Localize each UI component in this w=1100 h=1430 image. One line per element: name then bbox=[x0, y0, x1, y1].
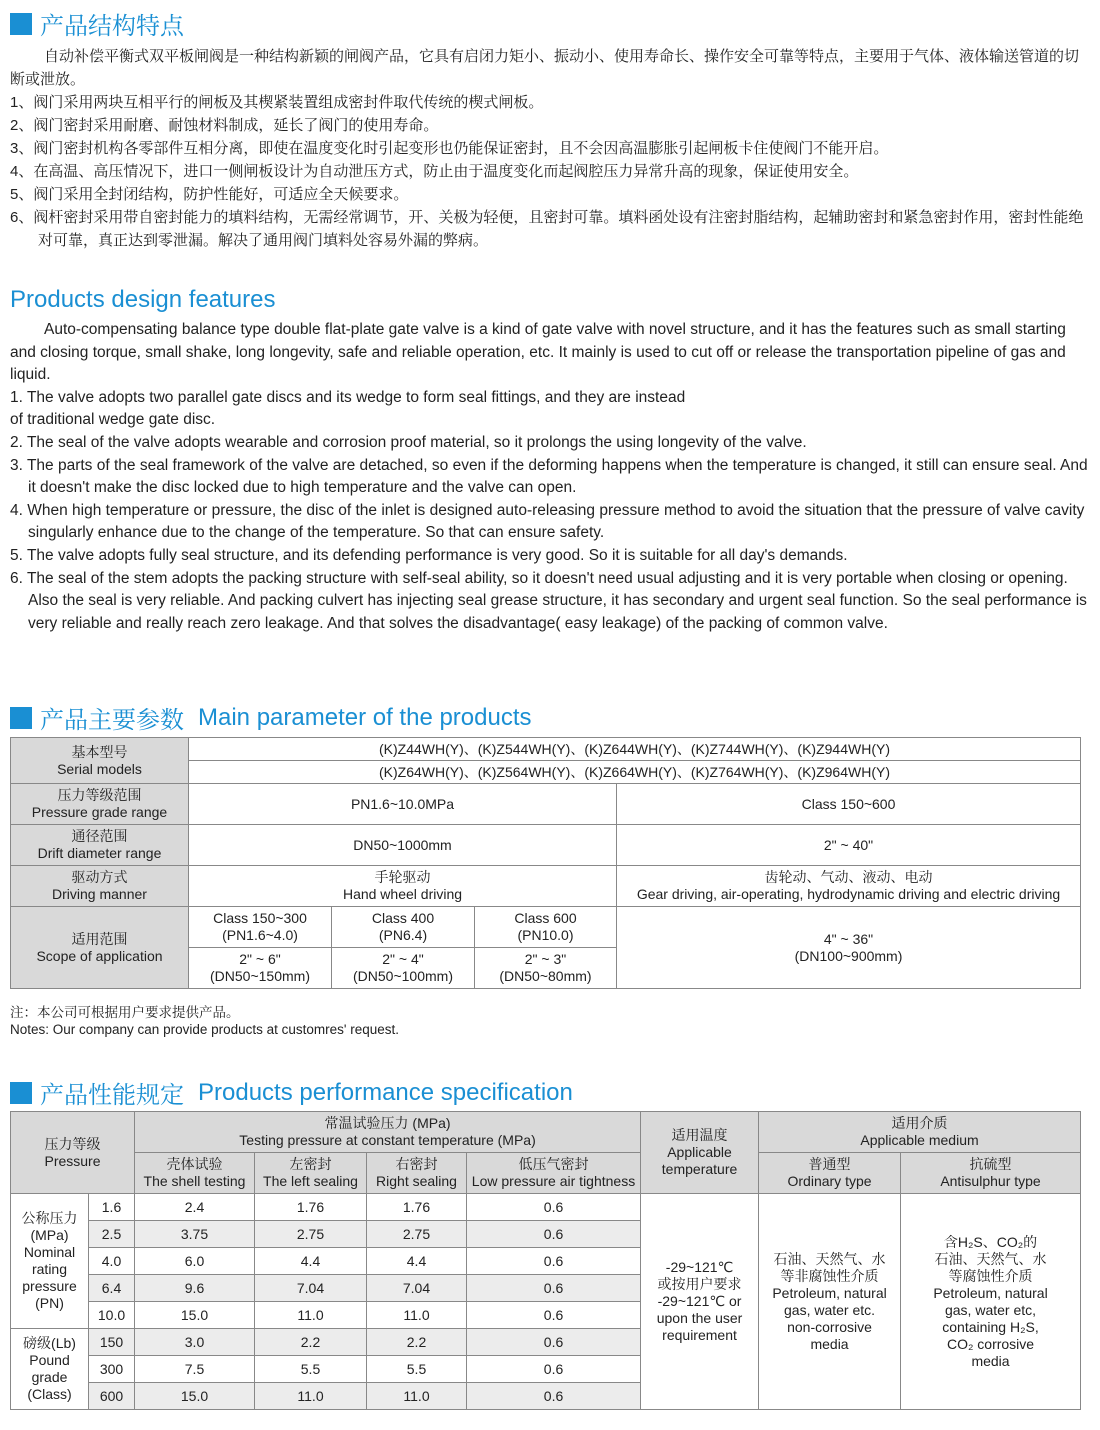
scope-class: Class 150~300 bbox=[213, 910, 307, 926]
scope-inch: 2" ~ 3" bbox=[524, 951, 567, 967]
feature-item-continuation: of traditional wedge gate disc. bbox=[10, 411, 216, 429]
right-seal-value: 4.4 bbox=[367, 1248, 467, 1275]
left-sealing-header bbox=[255, 1153, 367, 1194]
cell-line: Petroleum, natural bbox=[772, 1284, 887, 1301]
driving-other-value bbox=[617, 866, 1081, 907]
driving-manner-label bbox=[11, 866, 189, 907]
cell-line: -29~121℃ or bbox=[657, 1293, 742, 1309]
cell-line: 等非腐蚀性介质 bbox=[780, 1267, 879, 1284]
table-row-drift bbox=[11, 825, 1081, 866]
rating-value: 1.6 bbox=[89, 1194, 135, 1221]
note-cn: 注：本公司可根据用户要求提供产品。 bbox=[10, 1005, 240, 1020]
scope-size-cell bbox=[189, 948, 332, 989]
cell-line: requirement bbox=[662, 1327, 737, 1343]
left-seal-value: 5.5 bbox=[255, 1356, 367, 1383]
group-label-line: pressure bbox=[22, 1278, 77, 1294]
performance-body bbox=[11, 1194, 1081, 1410]
scope-size-cell bbox=[332, 948, 475, 989]
scope-pn: (PN6.4) bbox=[378, 927, 428, 943]
header-row-1 bbox=[11, 1112, 1081, 1153]
shell-test-value: 3.75 bbox=[135, 1221, 255, 1248]
value-cn: 手轮驱动 bbox=[374, 869, 431, 885]
feature-item: 1、阀门采用两块互相平行的闸板及其楔紧装置组成密封件取代传统的楔式闸板。 bbox=[10, 94, 544, 111]
cell-line: gas, water etc. bbox=[784, 1301, 876, 1318]
header-cn: 压力等级 bbox=[44, 1135, 101, 1152]
air-tightness-value: 0.6 bbox=[467, 1194, 641, 1221]
left-seal-value: 1.76 bbox=[255, 1194, 367, 1221]
scope-class-cell bbox=[189, 907, 332, 948]
feature-item: 4、在高温、高压情况下，进口一侧闸板设计为自动泄压方式，防止由于温度变化而起阀腔压力异常升高的现象，保证使用安全。 bbox=[10, 163, 859, 180]
scope-inch: 4" ~ 36" bbox=[823, 930, 874, 947]
drift-inch-value: 2" ~ 40" bbox=[617, 825, 1081, 866]
scope-class-cell bbox=[475, 907, 617, 948]
left-seal-value: 2.75 bbox=[255, 1221, 367, 1248]
header-en: temperature bbox=[661, 1161, 738, 1177]
shell-test-value: 15.0 bbox=[135, 1383, 255, 1410]
shell-test-value: 3.0 bbox=[135, 1329, 255, 1356]
note bbox=[10, 1004, 399, 1038]
label-cn: 基本型号 bbox=[71, 743, 128, 760]
bullet-square-icon bbox=[10, 1082, 32, 1104]
label-en: Pressure grade range bbox=[31, 804, 168, 820]
section-title-parameters bbox=[10, 700, 532, 735]
cell-line: 石油、天然气、水 bbox=[773, 1250, 886, 1267]
header-cn: 适用介质 bbox=[891, 1115, 948, 1131]
header-en: Pressure bbox=[44, 1152, 101, 1169]
header-en: Applicable medium bbox=[860, 1132, 979, 1148]
cell-line: CO₂ corrosive bbox=[946, 1335, 1035, 1352]
note-en: Notes: Our company can provide products at customres' request. bbox=[10, 1022, 400, 1037]
value-en: Gear driving, air-operating, hydrodynamic driving and electric driving bbox=[636, 886, 1061, 902]
header-cn: 右密封 bbox=[395, 1156, 438, 1172]
shell-test-value: 15.0 bbox=[135, 1302, 255, 1329]
value-en: Hand wheel driving bbox=[342, 886, 463, 902]
header-cn: 普通型 bbox=[808, 1156, 851, 1172]
header-en: The left sealing bbox=[263, 1173, 358, 1189]
header-en: Low pressure air tightness bbox=[471, 1173, 636, 1189]
group-label-line: grade bbox=[31, 1369, 68, 1385]
rating-value: 4.0 bbox=[89, 1248, 135, 1275]
air-tightness-value: 0.6 bbox=[467, 1383, 641, 1410]
cell-line: media bbox=[810, 1335, 849, 1352]
group-label-line: (PN) bbox=[35, 1295, 64, 1311]
left-seal-value: 2.2 bbox=[255, 1329, 367, 1356]
header-cn: 低压气密封 bbox=[518, 1156, 589, 1172]
main-parameter-table bbox=[10, 737, 1081, 989]
feature-item: 1. The valve adopts two parallel gate discs and its wedge to form seal fittings, and they are instead bbox=[10, 388, 686, 406]
scope-inch: 2" ~ 4" bbox=[382, 951, 424, 967]
header-en: Testing pressure at constant temperature (MPa) bbox=[239, 1132, 536, 1148]
rating-value: 150 bbox=[89, 1329, 135, 1356]
cell-line: Petroleum, natural bbox=[933, 1284, 1048, 1301]
shell-testing-header bbox=[135, 1153, 255, 1194]
bullet-square-icon bbox=[10, 707, 32, 729]
serial-models-row-2: (K)Z64WH(Y)、(K)Z564WH(Y)、(K)Z664WH(Y)、(K)Z764WH(Y)、(K)Z964WH(Y) bbox=[189, 761, 1081, 784]
feature-item: 2、阀门密封采用耐磨、耐蚀材料制成，延长了阀门的使用寿命。 bbox=[10, 117, 439, 134]
left-seal-value: 7.04 bbox=[255, 1275, 367, 1302]
right-seal-value: 5.5 bbox=[367, 1356, 467, 1383]
cell-line: gas, water etc, bbox=[944, 1301, 1037, 1318]
antisulphur-type-header bbox=[901, 1153, 1081, 1194]
header-en: Right sealing bbox=[376, 1173, 457, 1189]
right-sealing-header bbox=[367, 1153, 467, 1194]
group-label-line: Pound bbox=[29, 1352, 70, 1368]
left-seal-value: 4.4 bbox=[255, 1248, 367, 1275]
cell-line: 石油、天然气、水 bbox=[934, 1250, 1047, 1267]
scope-dn: (DN50~150mm) bbox=[210, 968, 310, 984]
table-row-pressure bbox=[11, 784, 1081, 825]
air-tightness-value: 0.6 bbox=[467, 1329, 641, 1356]
table-row-driving bbox=[11, 866, 1081, 907]
air-tightness-value: 0.6 bbox=[467, 1221, 641, 1248]
right-seal-value: 7.04 bbox=[367, 1275, 467, 1302]
label-cn: 驱动方式 bbox=[71, 869, 128, 885]
feature-item: 5、阀门采用全封闭结构，防护性能好，可适应全天候要求。 bbox=[10, 186, 409, 203]
nominal-pressure-group-label bbox=[11, 1194, 89, 1329]
header-cn: 抗硫型 bbox=[969, 1156, 1012, 1172]
group-label-line: (Class) bbox=[27, 1386, 72, 1402]
cell-line: -29~121℃ bbox=[665, 1259, 734, 1275]
section-title-structure-cn bbox=[10, 6, 184, 41]
air-tightness-value: 0.6 bbox=[467, 1248, 641, 1275]
air-tightness-value: 0.6 bbox=[467, 1275, 641, 1302]
rating-value: 2.5 bbox=[89, 1221, 135, 1248]
shell-test-value: 7.5 bbox=[135, 1356, 255, 1383]
feature-item: 6. The seal of the stem adopts the packing structure with self-seal ability, so it doesn't need usual adjusting and it is very portable when closing or opening. Also the seal is very reliable. And packing culvert has injecting seal grease structure, it has secondary and urgent seal function. So the seal performance is very reliable and really reach zero leakage. And that solves the disadvantage( easy leakage) of the packing of common valve. bbox=[10, 569, 1087, 632]
table-row bbox=[11, 1194, 1081, 1221]
header-cn: 左密封 bbox=[289, 1156, 332, 1172]
shell-test-value: 9.6 bbox=[135, 1275, 255, 1302]
header-cn: 适用温度 bbox=[671, 1127, 728, 1143]
feature-item: 3、阀门密封机构各零部件互相分离，即使在温度变化时引起变形也仍能保证密封，且不会因高温膨胀引起闸板卡住使阀门不能开启。 bbox=[10, 140, 889, 157]
label-cn: 压力等级范围 bbox=[57, 787, 142, 803]
section-title-design-en: Products design features bbox=[10, 286, 276, 313]
shell-test-value: 2.4 bbox=[135, 1194, 255, 1221]
rating-value: 10.0 bbox=[89, 1302, 135, 1329]
section-title-performance bbox=[10, 1075, 573, 1110]
heading-text-en: Products performance specification bbox=[198, 1078, 573, 1106]
label-en: Serial models bbox=[57, 760, 142, 777]
cell-line: upon the user bbox=[656, 1310, 743, 1326]
label-en: Driving manner bbox=[52, 886, 147, 902]
drift-diameter-label bbox=[11, 825, 189, 866]
shell-test-value: 6.0 bbox=[135, 1248, 255, 1275]
bullet-square-icon bbox=[10, 13, 32, 35]
right-seal-value: 2.75 bbox=[367, 1221, 467, 1248]
scope-dn: (DN50~100mm) bbox=[353, 968, 453, 984]
medium-header bbox=[759, 1112, 1081, 1153]
right-seal-value: 11.0 bbox=[367, 1302, 467, 1329]
pound-grade-group-label bbox=[11, 1329, 89, 1410]
feature-item: 2. The seal of the valve adopts wearable and corrosion proof material, so it prolongs the using longevity of the valve. bbox=[10, 433, 807, 451]
pressure-header bbox=[11, 1112, 135, 1194]
design-features-en bbox=[10, 319, 1090, 635]
header-cn: 常温试验压力 (MPa) bbox=[324, 1115, 451, 1131]
antisulphur-medium-cell bbox=[901, 1194, 1081, 1410]
cell-line: media bbox=[971, 1352, 1010, 1369]
cell-line: containing H₂S, bbox=[942, 1318, 1039, 1335]
group-label-line: rating bbox=[31, 1261, 68, 1277]
scope-pn: (PN10.0) bbox=[517, 927, 574, 943]
heading-text: 产品结构特点 bbox=[40, 13, 184, 40]
group-label-line: Nominal bbox=[23, 1244, 76, 1260]
cell-line: 等腐蚀性介质 bbox=[948, 1267, 1033, 1284]
serial-models-row-1: (K)Z44WH(Y)、(K)Z544WH(Y)、(K)Z644WH(Y)、(K)Z744WH(Y)、(K)Z944WH(Y) bbox=[189, 738, 1081, 761]
pressure-grade-label bbox=[11, 784, 189, 825]
right-seal-value: 2.2 bbox=[367, 1329, 467, 1356]
left-seal-value: 11.0 bbox=[255, 1383, 367, 1410]
serial-models-label bbox=[11, 738, 189, 784]
cell-line: non-corrosive bbox=[787, 1318, 872, 1335]
header-en: Ordinary type bbox=[787, 1173, 872, 1189]
feature-item: 5. The valve adopts fully seal structure, and its defending performance is very good. So it is suitable for all day's demands. bbox=[10, 546, 848, 564]
scope-dn: (DN50~80mm) bbox=[499, 968, 592, 984]
table-row-serial-1 bbox=[11, 738, 1081, 761]
rating-value: 6.4 bbox=[89, 1275, 135, 1302]
structure-features-cn bbox=[10, 45, 1085, 252]
ordinary-medium-cell bbox=[759, 1194, 901, 1410]
cell-line: 含H₂S、CO₂的 bbox=[943, 1233, 1038, 1250]
group-label-line: (MPa) bbox=[30, 1227, 69, 1243]
header-row-2 bbox=[11, 1153, 1081, 1194]
scope-pn: (PN1.6~4.0) bbox=[222, 927, 298, 943]
value-cn: 齿轮动、气动、液动、电动 bbox=[764, 869, 933, 885]
group-label-line: 公称压力 bbox=[21, 1210, 78, 1226]
heading-text-cn: 产品主要参数 bbox=[40, 707, 184, 734]
left-seal-value: 11.0 bbox=[255, 1302, 367, 1329]
feature-item: 4. When high temperature or pressure, the disc of the inlet is designed auto-releasing pressure method to avoid the situation that the pressure of valve cavity singularly enhance due to the change of the temperature. So that can ensure safety. bbox=[10, 501, 1085, 542]
air-tightness-value: 0.6 bbox=[467, 1302, 641, 1329]
pressure-pn-value: PN1.6~10.0MPa bbox=[189, 784, 617, 825]
heading-text-en: Main parameter of the products bbox=[198, 703, 532, 731]
scope-class-cell bbox=[332, 907, 475, 948]
right-seal-value: 1.76 bbox=[367, 1194, 467, 1221]
rating-value: 300 bbox=[89, 1356, 135, 1383]
right-seal-value: 11.0 bbox=[367, 1383, 467, 1410]
scope-class: Class 400 bbox=[371, 910, 435, 926]
header-en: The shell testing bbox=[143, 1173, 246, 1189]
header-en: Applicable bbox=[667, 1144, 732, 1160]
label-en: Drift diameter range bbox=[37, 845, 162, 861]
label-cn: 适用范围 bbox=[71, 930, 128, 947]
performance-spec-table bbox=[10, 1111, 1081, 1410]
scope-inch: 2" ~ 6" bbox=[239, 951, 281, 967]
air-tightness-header bbox=[467, 1153, 641, 1194]
scope-size-cell bbox=[475, 948, 617, 989]
label-en: Scope of application bbox=[36, 947, 163, 964]
drift-dn-value: DN50~1000mm bbox=[189, 825, 617, 866]
header-en: Antisulphur type bbox=[940, 1173, 1041, 1189]
air-tightness-value: 0.6 bbox=[467, 1356, 641, 1383]
scope-dn: (DN100~900mm) bbox=[794, 947, 903, 964]
label-cn: 通径范围 bbox=[71, 828, 128, 844]
heading-text-cn: 产品性能规定 bbox=[40, 1082, 184, 1109]
testing-pressure-header bbox=[135, 1112, 641, 1153]
table-row-scope-1 bbox=[11, 907, 1081, 948]
feature-item: 3. The parts of the seal framework of the valve are detached, so even if the deforming happens when the temperature is changed, it still can ensure seal. And it doesn't make the disc locked due to high temperature and the valve can open. bbox=[10, 456, 1088, 497]
intro-paragraph: Auto-compensating balance type double flat-plate gate valve is a kind of gate valve with novel structure, and it has the features such as small starting and closing torque, small shake, long longevity, safe and reliable operation, etc. It mainly is used to cut off or release the transportation pipeline of gas and liquid. bbox=[10, 321, 1066, 384]
scope-class: Class 600 bbox=[514, 910, 577, 926]
scope-other-cell bbox=[617, 907, 1081, 989]
intro-paragraph: 自动补偿平衡式双平板闸阀是一种结构新颖的闸阀产品，它具有启闭力矩小、振动小、使用寿命长、操作安全可靠等特点，主要用于气体、液体输送管道的切断或泄放。 bbox=[10, 48, 1080, 88]
rating-value: 600 bbox=[89, 1383, 135, 1410]
scope-label bbox=[11, 907, 189, 989]
cell-line: 或按用户要求 bbox=[657, 1276, 742, 1292]
ordinary-type-header bbox=[759, 1153, 901, 1194]
temperature-cell bbox=[641, 1194, 759, 1410]
pressure-class-value: Class 150~600 bbox=[617, 784, 1081, 825]
group-label-line: 磅级(Lb) bbox=[23, 1335, 76, 1351]
header-cn: 壳体试验 bbox=[166, 1156, 223, 1172]
driving-hand-value bbox=[189, 866, 617, 907]
temperature-header bbox=[641, 1112, 759, 1194]
feature-item: 6、阀杆密封采用带自密封能力的填料结构，无需经常调节，开、关极为轻便，且密封可靠。填料函处设有注密封脂结构，起辅助密封和紧急密封作用，密封性能绝对可靠，真正达到零泄漏。解决了通用阀门填料处容易外漏的弊病。 bbox=[10, 209, 1084, 249]
